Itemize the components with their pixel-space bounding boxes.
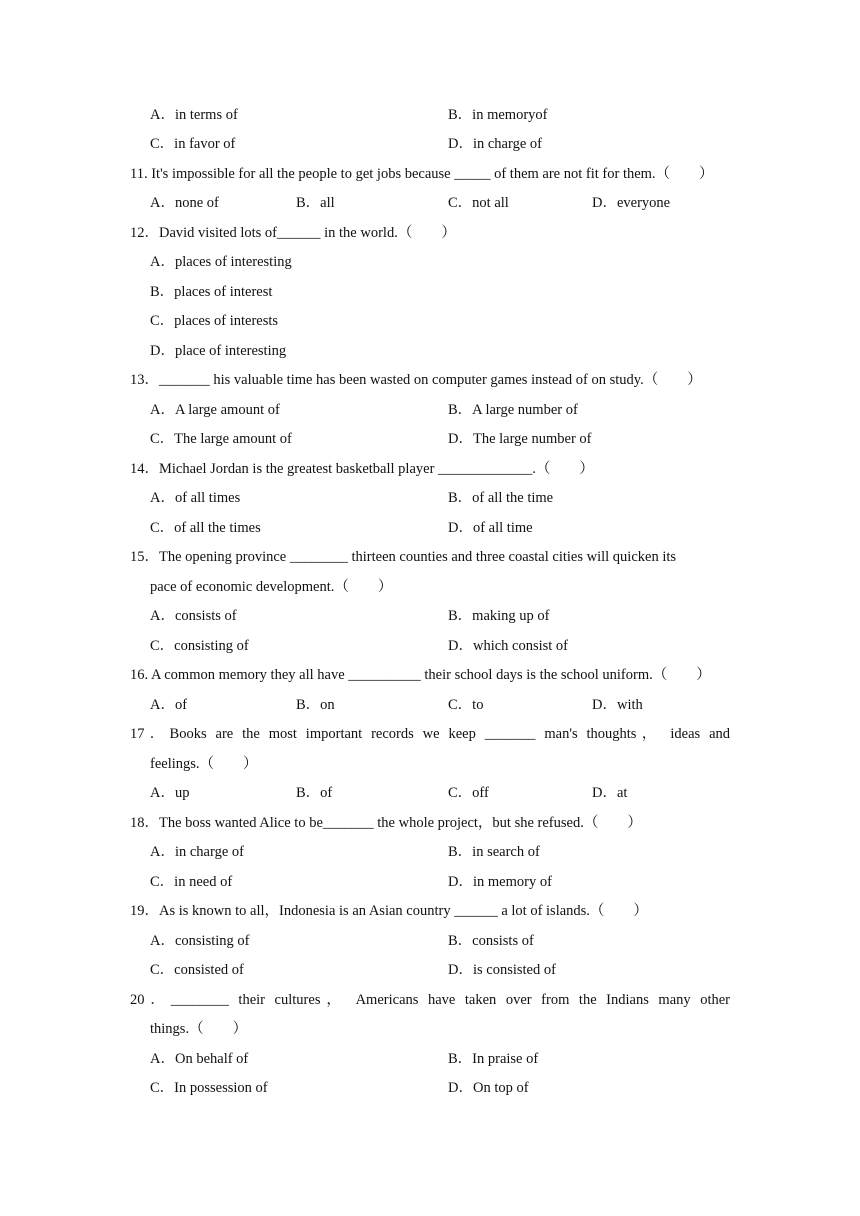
q18-option-c: C．in need of <box>150 874 233 890</box>
question-16-options <box>0 694 860 716</box>
q12-option-b: B．places of interest <box>150 284 273 300</box>
q17-option-c: C．off <box>448 785 489 801</box>
question-14 <box>0 458 860 480</box>
q19-option-c: C．consisted of <box>150 962 244 978</box>
q13-option-d: D．The large number of <box>448 431 592 447</box>
q12-option-c: C．places of interests <box>150 313 279 329</box>
q14-option-d: D．of all time <box>448 520 533 536</box>
q18-option-b: B．in search of <box>448 844 540 860</box>
q19-option-b: B．consists of <box>448 933 534 949</box>
q15-stem-line-1: 15．The opening province ________ thirteen counties and three coastal cities will quicken its <box>130 549 677 565</box>
q20-option-a: A．On behalf of <box>150 1051 249 1067</box>
q13-stem: 13．_______ his valuable time has been wasted on computer games instead of on study.（ ） <box>130 372 702 388</box>
q16-option-c: C．to <box>448 697 484 713</box>
question-10-options-row-1 <box>0 104 860 126</box>
q14-stem: 14．Michael Jordan is the greatest basketball player _____________.（ ） <box>130 461 594 477</box>
q17-option-a: A．up <box>150 785 190 801</box>
q20-option-c: C．In possession of <box>150 1080 268 1096</box>
q17-option-b: B．of <box>296 785 333 801</box>
question-20-options-row-2 <box>0 1077 860 1099</box>
q19-option-d: D．is consisted of <box>448 962 556 978</box>
q10-option-a: A．in terms of <box>150 107 238 123</box>
question-14-options-row-2 <box>0 517 860 539</box>
question-17-line-2 <box>0 753 860 775</box>
q13-option-a: A．A large amount of <box>150 402 280 418</box>
question-15-options-row-1 <box>0 605 860 627</box>
q11-stem: 11. It's impossible for all the people to get jobs because _____ of them are not fit for them.（ ） <box>130 166 714 182</box>
q17-stem-line-2: feelings.（ ） <box>150 756 258 772</box>
question-15-options-row-2 <box>0 635 860 657</box>
question-17-options <box>0 782 860 804</box>
question-12 <box>0 222 860 244</box>
question-15-line-1 <box>0 546 860 568</box>
q18-stem: 18．The boss wanted Alice to be_______ the whole project，but she refused.（ ） <box>130 815 642 831</box>
question-19 <box>0 900 860 922</box>
q19-option-a: A．consisting of <box>150 933 250 949</box>
q10-option-c: C．in favor of <box>150 136 236 152</box>
q17-option-d: D．at <box>592 785 628 801</box>
question-18-options-row-2 <box>0 871 860 893</box>
q13-option-b: B．A large number of <box>448 402 578 418</box>
question-13 <box>0 369 860 391</box>
q14-option-a: A．of all times <box>150 490 241 506</box>
question-11 <box>0 163 860 185</box>
question-20-options-row-1 <box>0 1048 860 1070</box>
q16-option-b: B．on <box>296 697 335 713</box>
question-12-option-b-row <box>0 281 860 303</box>
q11-option-c: C．not all <box>448 195 509 211</box>
q14-option-b: B．of all the time <box>448 490 554 506</box>
q15-option-c: C．consisting of <box>150 638 249 654</box>
question-12-option-d-row <box>0 340 860 362</box>
q18-option-d: D．in memory of <box>448 874 552 890</box>
q16-option-a: A．of <box>150 697 188 713</box>
q15-option-a: A．consists of <box>150 608 237 624</box>
q10-option-b: B．in memoryof <box>448 107 548 123</box>
question-12-option-c-row <box>0 310 860 332</box>
question-16 <box>0 664 860 686</box>
question-15-line-2 <box>0 576 860 598</box>
q15-option-d: D．which consist of <box>448 638 569 654</box>
question-17-line-1 <box>0 723 860 745</box>
question-12-option-a-row <box>0 251 860 273</box>
q10-option-d: D．in charge of <box>448 136 542 152</box>
q16-stem: 16. A common memory they all have __________ their school days is the school uniform.（ ） <box>130 667 711 683</box>
q13-option-c: C．The large amount of <box>150 431 292 447</box>
q20-stem-line-2: things.（ ） <box>150 1021 248 1037</box>
q11-option-d: D．everyone <box>592 195 671 211</box>
q11-option-b: B．all <box>296 195 335 211</box>
question-18 <box>0 812 860 834</box>
q12-option-a: A．places of interesting <box>150 254 292 270</box>
question-14-options-row-1 <box>0 487 860 509</box>
question-13-options-row-2 <box>0 428 860 450</box>
q11-option-a: A．none of <box>150 195 219 211</box>
question-20-line-2 <box>0 1018 860 1040</box>
question-10-options-row-2 <box>0 133 860 155</box>
question-13-options-row-1 <box>0 399 860 421</box>
question-19-options-row-2 <box>0 959 860 981</box>
q20-option-b: B．In praise of <box>448 1051 539 1067</box>
q18-option-a: A．in charge of <box>150 844 244 860</box>
q12-stem: 12．David visited lots of______ in the world.（ ） <box>130 225 456 241</box>
question-18-options-row-1 <box>0 841 860 863</box>
q15-stem-line-2: pace of economic development.（ ） <box>150 579 393 595</box>
q12-option-d: D．place of interesting <box>150 343 287 359</box>
q16-option-d: D．with <box>592 697 643 713</box>
q20-stem-line-1: 20．________ their cultures， Americans have taken over from the Indians many other <box>130 992 730 1008</box>
q20-option-d: D．On top of <box>448 1080 529 1096</box>
question-19-options-row-1 <box>0 930 860 952</box>
question-20-line-1 <box>0 989 860 1011</box>
q19-stem: 19．As is known to all，Indonesia is an Asian country ______ a lot of islands.（ ） <box>130 903 648 919</box>
q15-option-b: B．making up of <box>448 608 550 624</box>
q17-stem-line-1: 17．Books are the most important records we keep _______ man's thoughts， ideas and <box>130 726 730 742</box>
q14-option-c: C．of all the times <box>150 520 261 536</box>
question-11-options <box>0 192 860 214</box>
